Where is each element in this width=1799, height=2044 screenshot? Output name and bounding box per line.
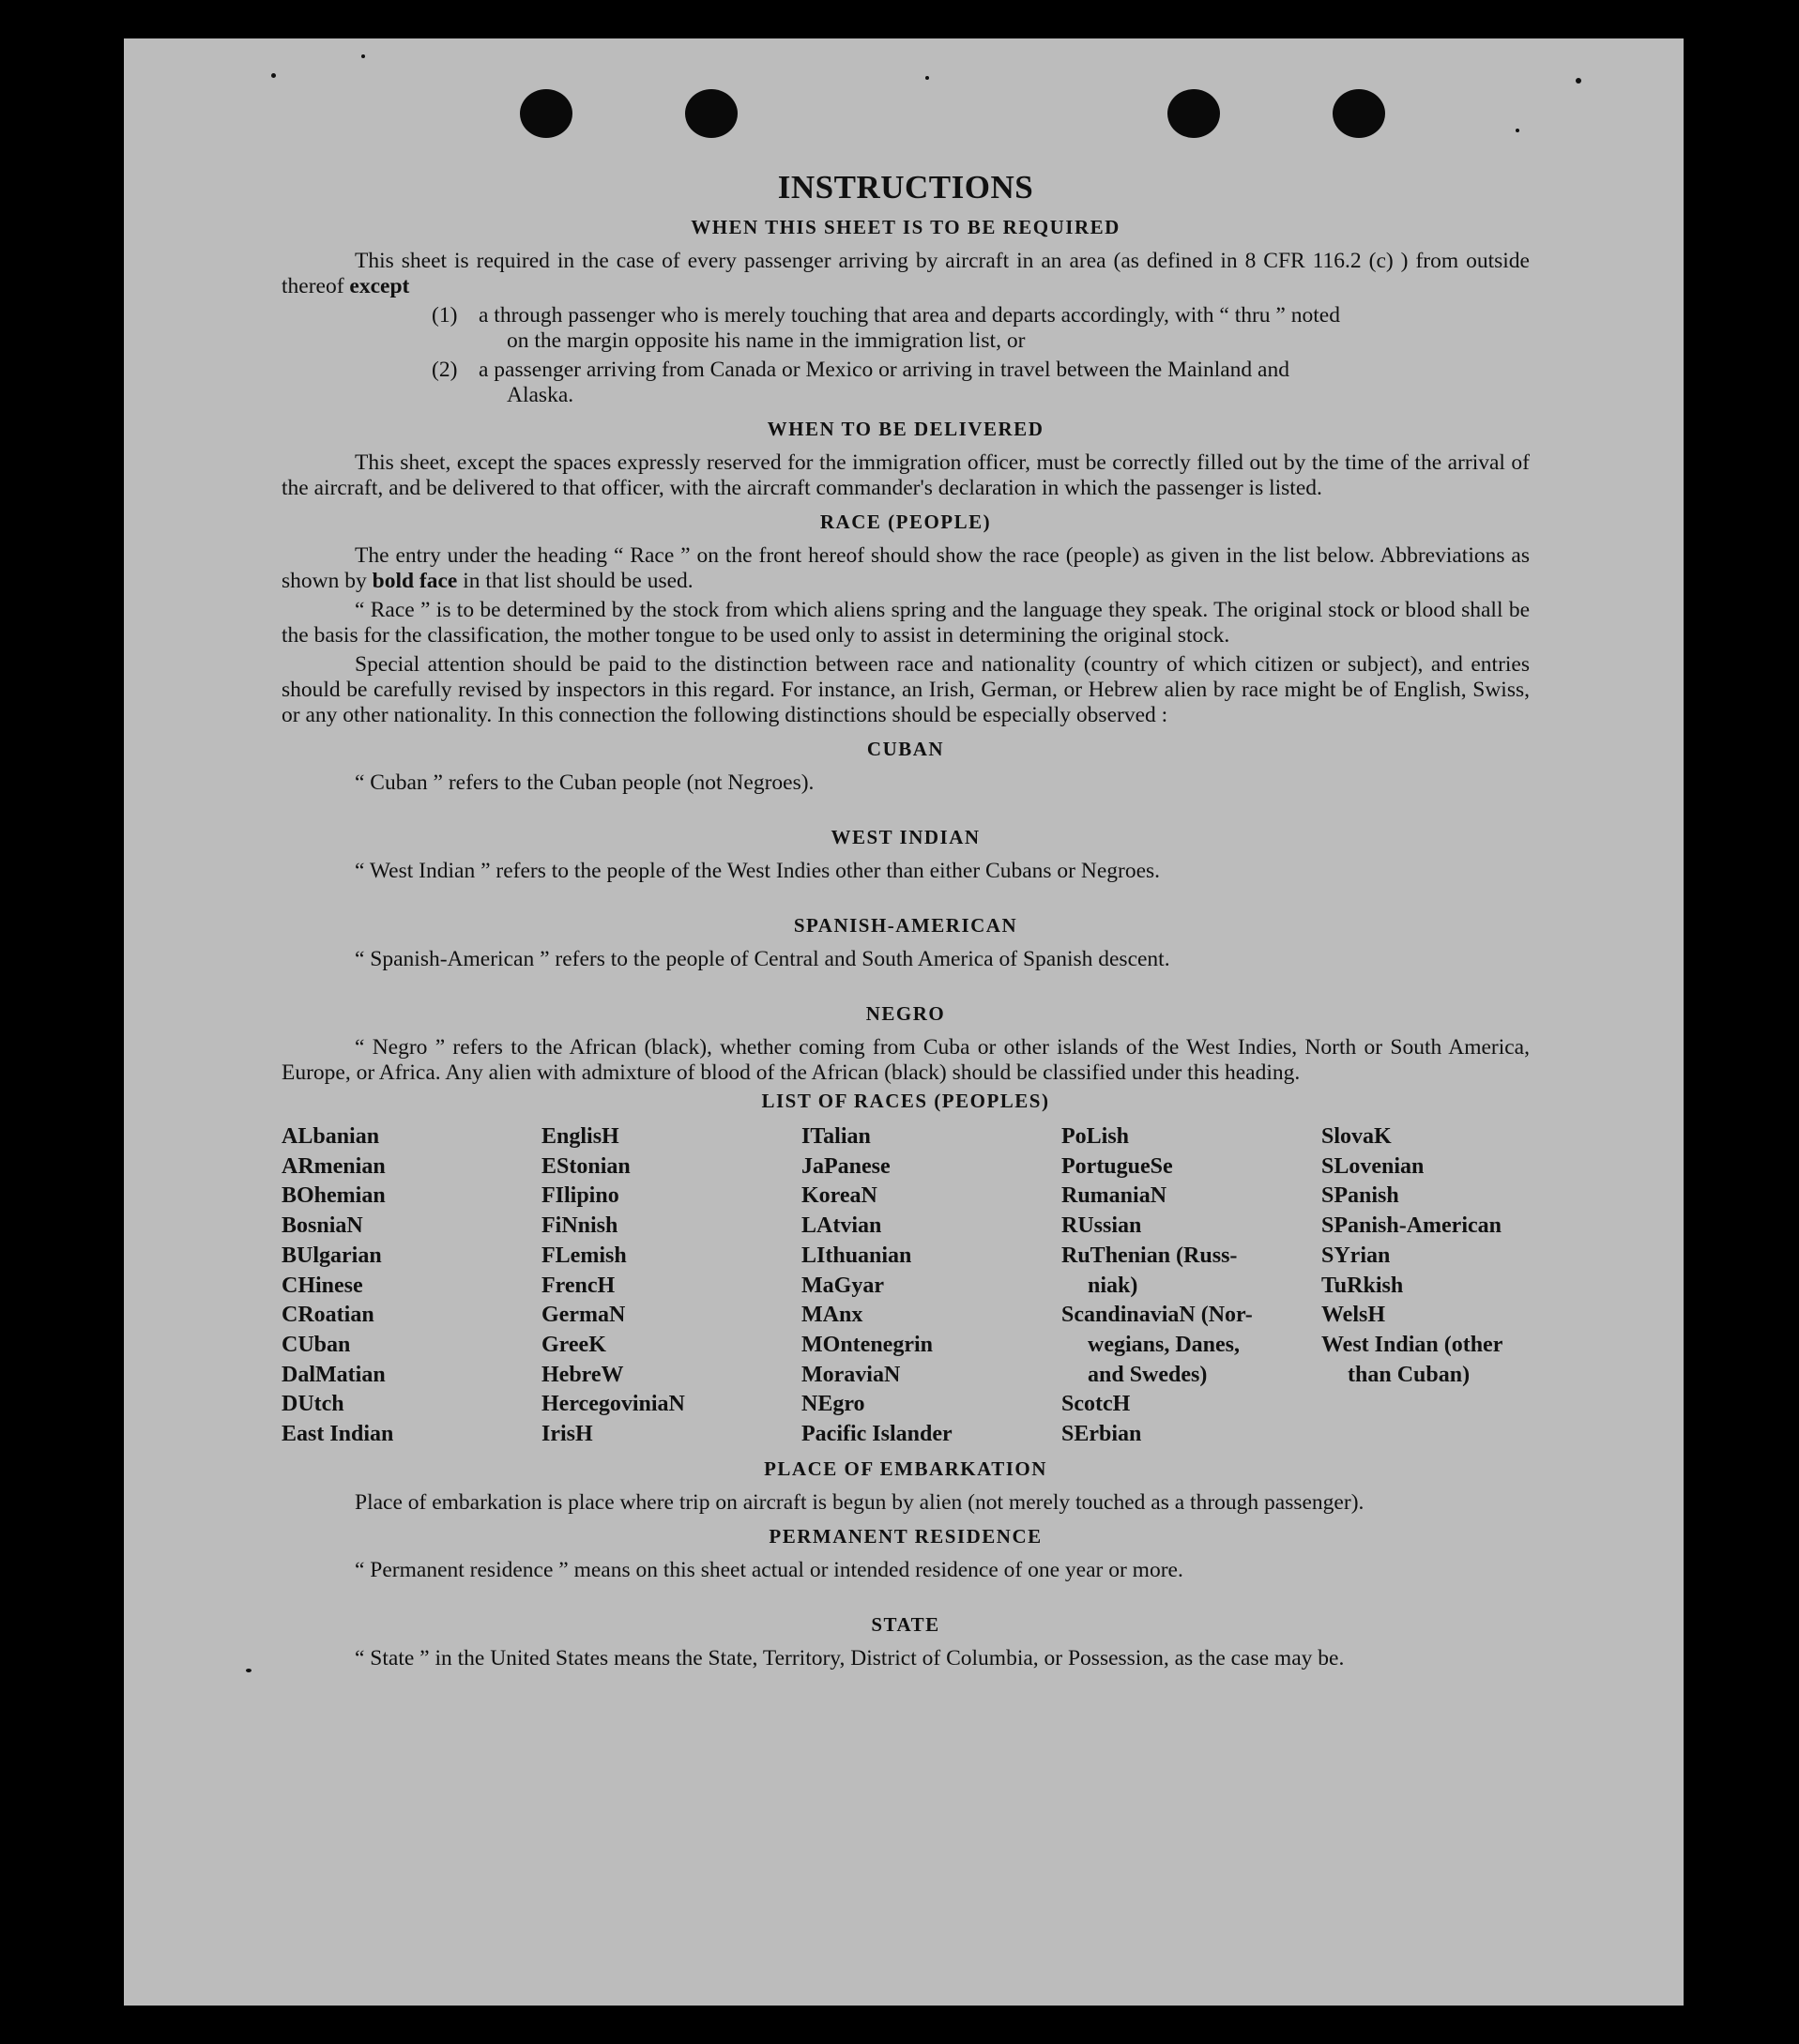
race-item-continued: than Cuban): [1348, 1362, 1471, 1387]
instructions-content: [282, 169, 1530, 1675]
race-item: ScandinaviaN (Nor-: [1061, 1303, 1253, 1328]
binder-hole: [520, 89, 572, 138]
race-item: PoLish: [1061, 1124, 1130, 1149]
binder-hole: [1333, 89, 1385, 138]
heading-spanish-american: SPANISH-AMERICAN: [793, 914, 1018, 937]
heading-cuban: CUBAN: [866, 738, 945, 760]
races-list: [282, 1122, 1530, 1450]
west-indian-text: “ West Indian ” refers to the people of the West Indies other than either Cubans or Negroes.: [355, 859, 1161, 883]
embarkation-text: Place of embarkation is place where trip on aircraft is begun by alien (not merely touched as a through passenger).: [355, 1489, 1364, 1515]
race-item: CUban: [282, 1332, 351, 1357]
race-item: ScotcH: [1061, 1392, 1131, 1417]
race-item: DalMatian: [282, 1362, 386, 1387]
exception-item: [282, 358, 1530, 408]
heading-state: STATE: [871, 1612, 940, 1636]
heading-negro: NEGRO: [865, 1002, 946, 1025]
race-item: EStonian: [541, 1153, 631, 1179]
heading-west-indian: WEST INDIAN: [831, 826, 981, 848]
race-paragraph: The entry under the heading “ Race ” on the front hereof should show the race (people) as given in the list below. Abbreviations as shown by bold face in that list should be used.: [282, 543, 1530, 593]
race-item: Pacific Islander: [801, 1422, 953, 1447]
heading-permanent-residence: PERMANENT RESIDENCE: [769, 1524, 1043, 1548]
race-item: RUssian: [1061, 1213, 1142, 1239]
race-item-continued: and Swedes): [1088, 1362, 1208, 1387]
speck: [925, 76, 929, 80]
race-item: IrisH: [541, 1422, 593, 1447]
race-item: LIthuanian: [801, 1243, 912, 1268]
race-item: ALbanian: [282, 1124, 380, 1149]
page-title: INSTRUCTIONS: [777, 169, 1034, 206]
race-item: NEgro: [801, 1392, 865, 1417]
heading-race: RACE (PEOPLE): [819, 511, 992, 533]
race-item: SErbian: [1061, 1422, 1142, 1447]
race-item: EnglisH: [541, 1124, 619, 1149]
negro-text: “ Negro ” refers to the African (black), whether coming from Cuba or other islands of the West Indies, North or South America, Europe, or Africa. Any alien with admixture of blood of the African (black) should be classified under this heading.: [282, 1035, 1530, 1085]
race-item: FIlipino: [541, 1183, 619, 1209]
race-item: MOntenegrin: [801, 1332, 933, 1357]
item-text: a passenger arriving from Canada or Mexico or arriving in travel between the Mainland and Alaska.: [479, 358, 1289, 407]
heading-embarkation: PLACE OF EMBARKATION: [764, 1457, 1047, 1480]
binder-hole: [1167, 89, 1220, 138]
races-column: [1061, 1122, 1321, 1450]
races-column: [801, 1122, 1061, 1450]
document-sheet: [124, 38, 1684, 2006]
speck: [246, 1669, 252, 1672]
race-item: SPanish: [1321, 1183, 1399, 1209]
race-item: ITalian: [801, 1124, 871, 1149]
spanish-american-text: “ Spanish-American ” refers to the people of Central and South America of Spanish descent.: [355, 947, 1170, 971]
race-item: CRoatian: [282, 1303, 374, 1328]
race-paragraph: “ Race ” is to be determined by the stock from which aliens spring and the language they speak. The original stock or blood shall be the basis for the classification, the mother tongue to be used only to assist in determining the original stock.: [282, 598, 1530, 648]
when-required-intro: This sheet is required in the case of every passenger arriving by aircraft in an area (as defined in 8 CFR 116.2 (c) ) from outside thereof except: [282, 249, 1530, 298]
race-item: HebreW: [541, 1362, 624, 1387]
race-item: SLovenian: [1321, 1153, 1425, 1179]
permanent-residence-text: “ Permanent residence ” means on this sheet actual or intended residence of one year or more.: [355, 1557, 1183, 1582]
race-item: SYrian: [1321, 1243, 1391, 1268]
race-item-continued: wegians, Danes,: [1088, 1332, 1241, 1357]
speck: [361, 54, 365, 58]
race-item: GermaN: [541, 1303, 626, 1328]
race-item: GreeK: [541, 1332, 606, 1357]
race-item: ARmenian: [282, 1153, 386, 1179]
races-column: [282, 1122, 541, 1450]
exception-item: [282, 303, 1530, 354]
race-item: FLemish: [541, 1243, 627, 1268]
race-item-continued: niak): [1088, 1273, 1138, 1298]
race-item: BOhemian: [282, 1183, 386, 1209]
race-item: FrencH: [541, 1273, 616, 1298]
when-delivered-text: This sheet, except the spaces expressly reserved for the immigration officer, must be correctly filled out by the time of the arrival of the aircraft, and be delivered to that officer, with the aircraft commander's declaration in which the passenger is listed.: [282, 450, 1530, 500]
race-item: LAtvian: [801, 1213, 882, 1239]
race-item: BUlgarian: [282, 1243, 382, 1268]
race-item: DUtch: [282, 1392, 344, 1417]
race-paragraph: Special attention should be paid to the distinction between race and nationality (country of which citizen or subject), and entries should be carefully revised by inspectors in this regard. For instance, an Irish, German, or Hebrew alien by race might be of English, Swiss, or any other nationality. In this connection the following distinctions should be especially observed :: [282, 652, 1530, 727]
item-number: (1): [432, 303, 458, 328]
heading-when-required: WHEN THIS SHEET IS TO BE REQUIRED: [691, 216, 1121, 238]
item-text: a through passenger who is merely touching that area and departs accordingly, with “ thru ” noted on the margin opposite his name in the immigration list, or: [479, 303, 1340, 353]
item-number: (2): [432, 358, 458, 382]
speck: [1516, 129, 1519, 132]
race-item: East Indian: [282, 1422, 394, 1447]
race-item: FiNnish: [541, 1213, 618, 1239]
race-item: WelsH: [1321, 1303, 1386, 1328]
race-item: JaPanese: [801, 1153, 891, 1179]
race-item: KoreaN: [801, 1183, 877, 1209]
race-item: RuThenian (Russ-: [1061, 1243, 1238, 1268]
race-item: HercegoviniaN: [541, 1392, 685, 1417]
race-item: West Indian (other: [1321, 1332, 1503, 1357]
race-item: CHinese: [282, 1273, 363, 1298]
races-column: [541, 1122, 801, 1450]
heading-when-delivered: WHEN TO BE DELIVERED: [767, 418, 1044, 440]
speck: [1576, 78, 1581, 84]
speck: [271, 73, 276, 78]
race-item: TuRkish: [1321, 1273, 1404, 1298]
race-item: BosniaN: [282, 1213, 363, 1239]
heading-list-of-races: LIST OF RACES (PEOPLES): [761, 1090, 1050, 1112]
race-item: MAnx: [801, 1303, 863, 1328]
race-item: SlovaK: [1321, 1124, 1392, 1149]
race-item: MaGyar: [801, 1273, 884, 1298]
state-text: “ State ” in the United States means the State, Territory, District of Columbia, or Possession, as the case may be.: [355, 1645, 1345, 1670]
cuban-text: “ Cuban ” refers to the Cuban people (not Negroes).: [355, 770, 815, 795]
race-item: MoraviaN: [801, 1362, 901, 1387]
races-column: [1321, 1122, 1530, 1450]
binder-hole: [685, 89, 738, 138]
race-item: RumaniaN: [1061, 1183, 1167, 1209]
race-item: PortugueSe: [1061, 1153, 1173, 1179]
race-item: SPanish-American: [1321, 1213, 1502, 1239]
